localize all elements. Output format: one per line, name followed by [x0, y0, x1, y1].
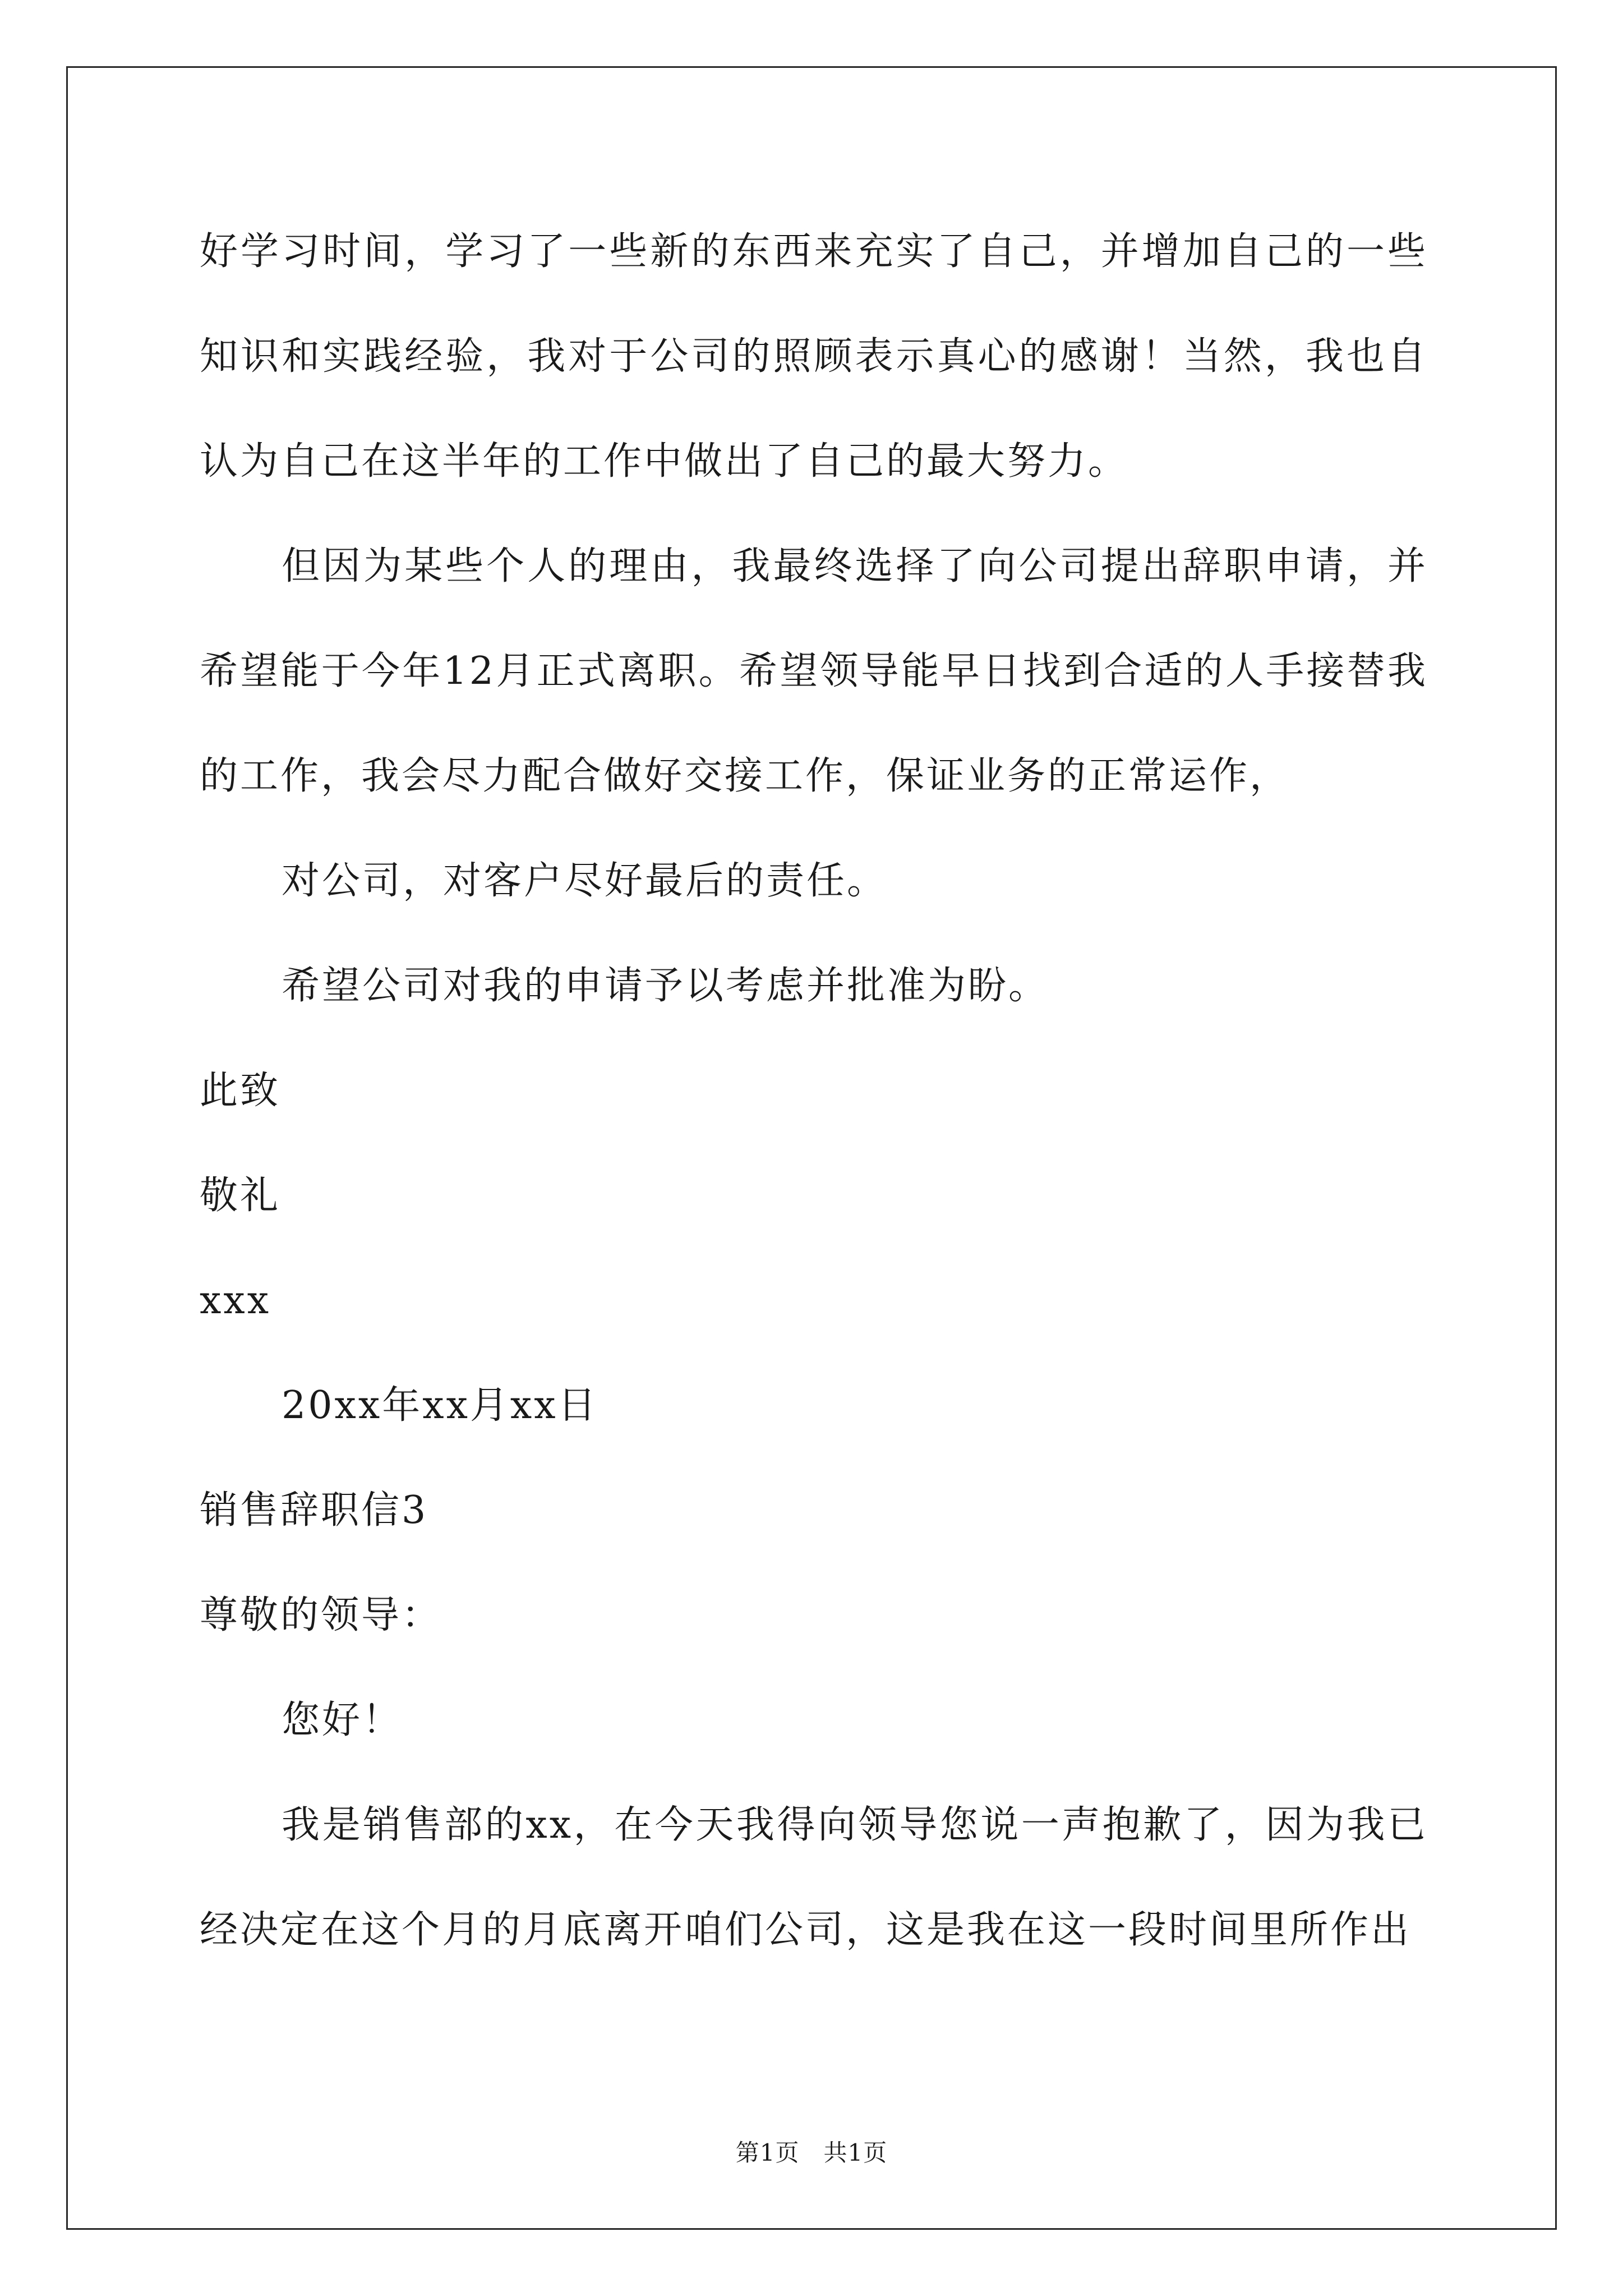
- closing-salutation: 此致: [200, 1069, 281, 1113]
- document-body: [200, 199, 1428, 1982]
- closing-regards: 敬礼: [200, 1174, 281, 1218]
- paragraph-4: 希望公司对我的申请予以考虑并批准为盼。: [282, 964, 1049, 1008]
- letter-paragraph-1: 我是销售部的xx，在今天我得向领导您说一声抱歉了，因为我已经决定在这个月的月底离开咱们公司，这是我在这一段时间里所作出: [200, 1803, 1428, 1952]
- signature-date: 20xx年xx月xx日: [282, 1383, 598, 1428]
- signature-name: xxx: [200, 1278, 271, 1323]
- paragraph-1: 好学习时间，学习了一些新的东西来充实了自己，并增加自己的一些知识和实践经验，我对于公司的照顾表示真心的感谢！当然，我也自认为自己在这半年的工作中做出了自己的最大努力。: [200, 229, 1428, 484]
- letter-hello: 您好！: [282, 1698, 403, 1742]
- paragraph-2: 但因为某些个人的理由，我最终选择了向公司提出辞职申请，并希望能于今年12月正式离职。希望领导能早日找到合适的人手接替我的工作，我会尽力配合做好交接工作，保证业务的正常运作，: [200, 544, 1428, 798]
- page-number-footer: 第1页 共1页: [735, 2139, 888, 2166]
- paragraph-3: 对公司，对客户尽好最后的责任。: [282, 859, 888, 903]
- letter-title: 销售辞职信3: [200, 1488, 428, 1533]
- letter-greeting: 尊敬的领导：: [200, 1593, 442, 1637]
